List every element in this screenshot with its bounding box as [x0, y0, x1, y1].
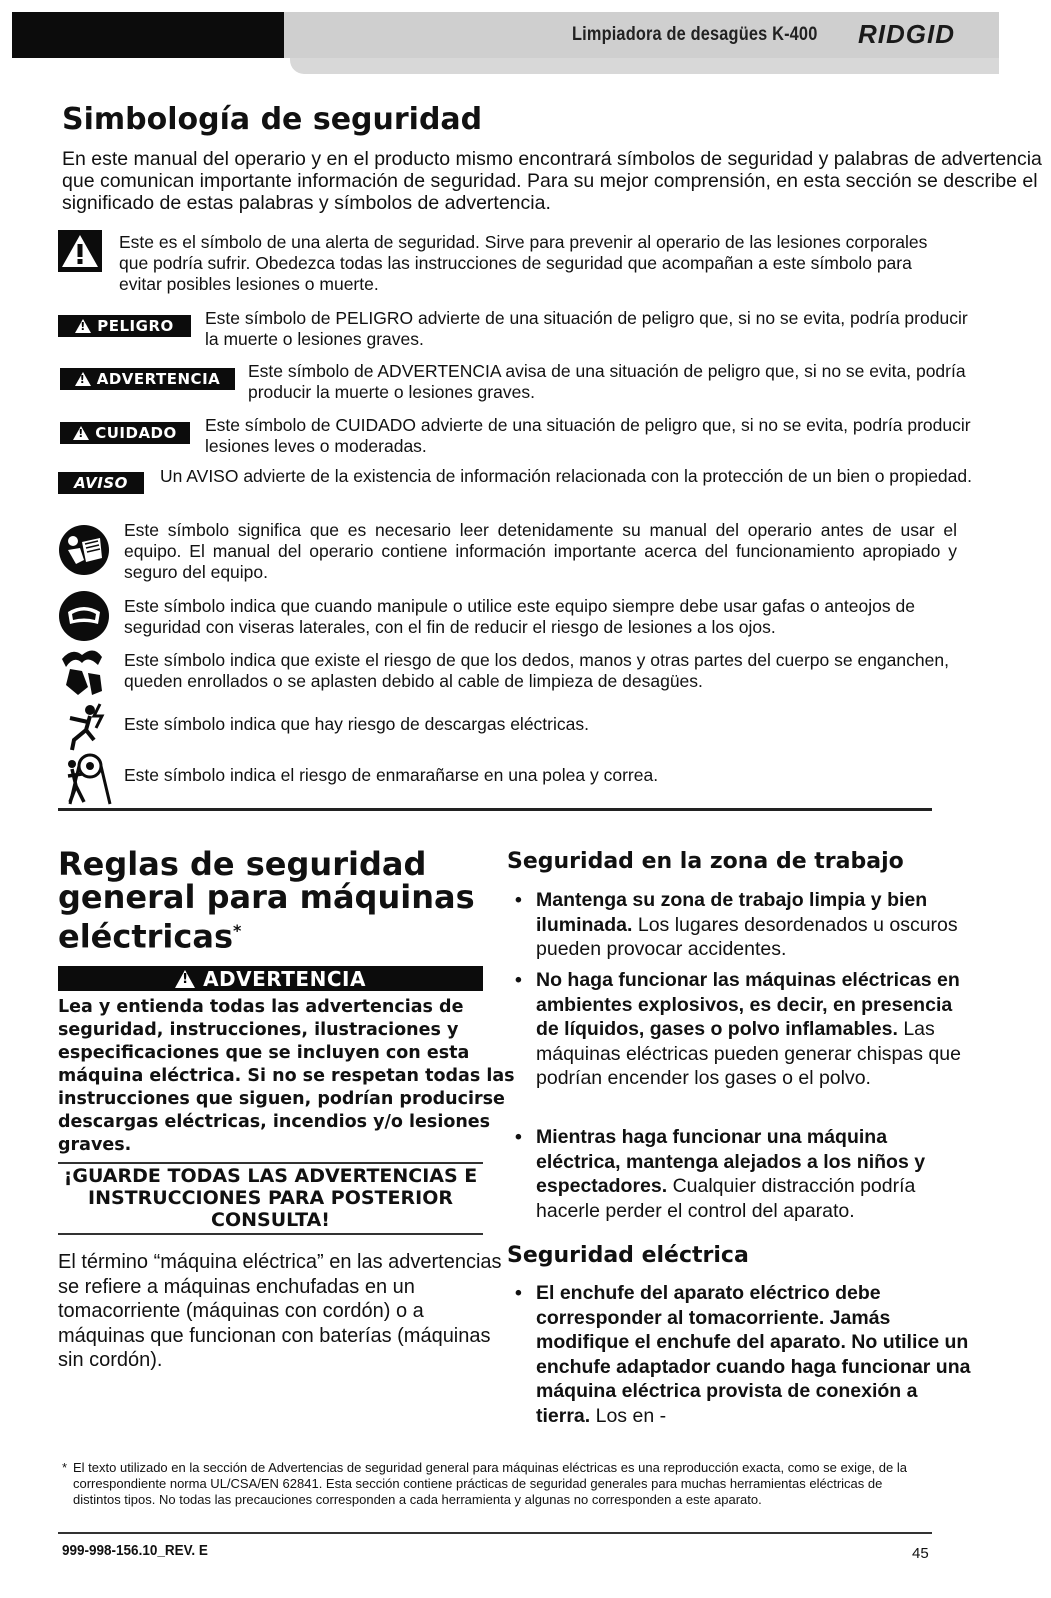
work-area-bullet-1: • Mantenga su zona de trabajo limpia y bien iluminada. Los lugares desordenados u oscuros pueden provocar accidentes. — [515, 889, 958, 960]
read-manual-icon — [58, 524, 110, 576]
warning-triangle-icon — [73, 426, 89, 440]
electric-shock-icon — [60, 700, 112, 752]
hand-entanglement-icon — [58, 645, 106, 697]
footnote: * El texto utilizado en la sección de Advertencias de seguridad general para máquinas eléctricas es una reproducción exacta, como se exige, de la correspondiente norma UL/CSA/EN 62841. Esta sección contiene prácticas de seguridad generales para muchas herramientas eléctricas de distintos tipos. No todas las precauciones corresponden a cada herramienta y algunas no corresponden a este aparato. — [62, 1460, 907, 1507]
entangle-text: Este símbolo indica que existe el riesgo de que los dedos, manos y otras partes del cuerpo se enganchen, queden enrollados o se aplasten debido al cable de limpieza de desagües. — [124, 650, 949, 691]
cuidado-signal-word: ! CUIDADO — [60, 422, 190, 444]
save-divider-bottom — [58, 1233, 483, 1235]
work-area-title: Seguridad en la zona de trabajo — [507, 849, 904, 874]
pulley-text: Este símbolo indica el riesgo de enmarañarse en una polea y correa. — [124, 765, 659, 785]
pulley-belt-icon — [60, 752, 116, 806]
document-number: 999-998-156.10_REV. E — [62, 1542, 208, 1559]
section-divider — [58, 808, 932, 811]
safety-alert-icon — [58, 230, 102, 272]
symbols-title: Simbología de seguridad — [62, 102, 483, 137]
manual-text: Este símbolo significa que es necesario leer detenidamente su manual del operario antes de usar el equipo. El manual del operario contiene información importante acerca del funcionamiento apropiado y seguro del equipo. — [124, 520, 957, 582]
advertencia-text: Este símbolo de ADVERTENCIA avisa de una situación de peligro que, si no se evita, podría producir la muerte o lesiones graves. — [248, 361, 966, 402]
rules-title: Reglas de seguridad general para máquinas eléctricas* — [58, 845, 475, 956]
goggles-text: Este símbolo indica que cuando manipule o utilice este equipo siempre debe usar gafas o anteojos de seguridad con viseras laterales, con el fin de reducir el riesgo de lesiones a los ojos. — [124, 596, 915, 637]
peligro-text: Este símbolo de PELIGRO advierte de una situación de peligro que, si no se evita, podría producir la muerte o lesiones graves. — [205, 308, 968, 349]
header-title: Limpiadora de desagües K-400 — [572, 24, 818, 45]
advertencia-banner: ! ADVERTENCIA — [58, 966, 483, 991]
header-underline — [290, 58, 999, 74]
save-instructions: ¡GUARDE TODAS LAS ADVERTENCIAS E INSTRUCCIONES PARA POSTERIOR CONSULTA! — [63, 1165, 478, 1231]
warning-triangle-icon — [175, 970, 195, 988]
save-divider-top — [58, 1162, 483, 1164]
symbols-intro: En este manual del operario y en el producto mismo encontrará símbolos de seguridad y palabras de advertencia que comunican importante información de seguridad. Para su mejor comprensión, en esta sección se describe el significado de estas palabras y símbolos de advertencia. — [62, 148, 1042, 214]
aviso-signal-word: AVISO — [58, 472, 144, 494]
term-definition: El término “máquina eléctrica” en las advertencias se refiere a máquinas enchufadas en un tomacorriente (máquinas con cordón) o a máquinas que funcionan con baterías (máquinas sin cordón). — [58, 1251, 502, 1371]
aviso-text: Un AVISO advierte de la existencia de información relacionada con la protección de un bien o propiedad. — [160, 466, 972, 486]
peligro-signal-word: ! PELIGRO — [58, 315, 191, 337]
electrical-bullet-1: • El enchufe del aparato eléctrico debe corresponder al tomacorriente. Jamás modifique el enchufe del aparato. No utilice un enchufe adaptador cuando haga funcionar una máquina eléctrica provista de conexión a tierra. Los en - — [515, 1282, 971, 1427]
footer-divider — [58, 1532, 932, 1534]
work-area-bullet-3: • Mientras haga funcionar una máquina eléctrica, mantenga alejados a los niños y espectadores. Cualquier distracción podría hacerle perder el control del aparato. — [515, 1126, 926, 1222]
electrical-title: Seguridad eléctrica — [507, 1243, 749, 1268]
cuidado-text: Este símbolo de CUIDADO advierte de una situación de peligro que, si no se evita, podría producir lesiones leves o moderadas. — [205, 415, 971, 456]
safety-goggles-icon — [58, 590, 110, 642]
header-black-bar — [12, 12, 284, 58]
work-area-bullet-2: • No haga funcionar las máquinas eléctricas en ambientes explosivos, es decir, en presencia de líquidos, gases o polvo inflamables. Las máquinas eléctricas pueden generar chispas que podrían encender los gases o el polvo. — [515, 969, 961, 1089]
shock-text: Este símbolo indica que hay riesgo de descargas eléctricas. — [124, 714, 589, 734]
warning-text: Lea y entienda todas las advertencias de seguridad, instrucciones, ilustraciones y especificaciones que se incluyen con esta máquina eléctrica. Si no se respetan todas las instrucciones que siguen, podrían producirse descargas eléctricas, incendios y/o lesiones graves. — [58, 997, 515, 1155]
ridgid-logo: RIDGID — [858, 19, 955, 49]
footnote-marker: * — [233, 921, 242, 940]
warning-triangle-icon — [75, 372, 91, 386]
advertencia-signal-word: ! ADVERTENCIA — [60, 368, 235, 390]
page-number: 45 — [912, 1545, 929, 1562]
warning-triangle-icon — [75, 319, 91, 333]
alert-text: Este es el símbolo de una alerta de seguridad. Sirve para prevenir al operario de las lesiones corporales que podría sufrir. Obedezca todas las instrucciones de seguridad que acompañan a este símbolo para evitar posibles lesiones o muerte. — [119, 232, 928, 294]
